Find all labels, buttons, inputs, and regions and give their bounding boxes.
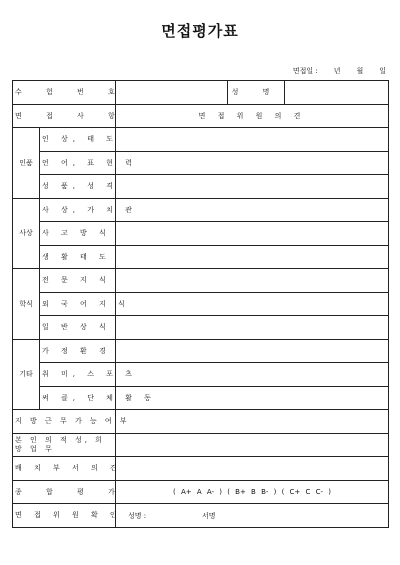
aptitude-label: 본 인 의 적 성, 희 망 업 무 [13, 433, 116, 457]
category-knowledge: 학식 [13, 269, 40, 340]
opinion-field[interactable] [116, 269, 389, 293]
date-day: 일 [379, 67, 386, 75]
item-label: 사 상, 가 치 관 [40, 198, 116, 222]
item-label: 써 클, 단 체 활 동 [40, 386, 116, 410]
table-row [13, 316, 389, 340]
table-row [13, 410, 389, 434]
table-row [13, 433, 389, 457]
opinion-field[interactable] [116, 151, 389, 175]
item-label: 인 상, 태 도 [40, 128, 116, 152]
item-label: 취 미, 스 포 츠 [40, 363, 116, 387]
exam-number-label: 수 험 번 호 [13, 81, 116, 105]
table-row [13, 292, 389, 316]
item-label: 일 반 상 식 [40, 316, 116, 340]
item-label: 전 문 지 식 [40, 269, 116, 293]
evaluation-table [12, 80, 389, 528]
opinion-field[interactable] [116, 410, 389, 434]
item-label: 사 고 방 식 [40, 222, 116, 246]
sign-name-label: 성명 : [128, 512, 147, 520]
item-label: 성 품, 성 격 [40, 175, 116, 199]
table-row [13, 386, 389, 410]
table-row [13, 175, 389, 199]
opinion-field[interactable] [116, 198, 389, 222]
opinion-field[interactable] [116, 128, 389, 152]
overall-evaluation-label: 종 합 평 가 [13, 480, 116, 504]
category-other: 기타 [13, 339, 40, 410]
signature-field[interactable] [116, 504, 389, 528]
opinion-field[interactable] [116, 245, 389, 269]
page-title: 면접평가표 [161, 22, 239, 40]
opinion-field[interactable] [116, 339, 389, 363]
opinion-field[interactable] [116, 457, 389, 481]
date-label: 면접일 : [292, 67, 318, 75]
table-row [13, 151, 389, 175]
item-label: 언 어, 표 현 력 [40, 151, 116, 175]
item-label: 생 활 태 도 [40, 245, 116, 269]
interviewer-opinion-header: 면 접 위 원 의 견 [116, 104, 389, 128]
opinion-field[interactable] [116, 386, 389, 410]
interviewer-confirm-label: 면 접 위 원 확 인 [13, 504, 116, 528]
category-personality: 인품 [13, 128, 40, 199]
opinion-field[interactable] [116, 363, 389, 387]
date-month: 월 [356, 67, 364, 75]
sign-label: 서명 [202, 512, 216, 520]
name-field[interactable] [285, 81, 389, 105]
category-thought: 사상 [13, 198, 40, 269]
table-row [13, 457, 389, 481]
opinion-field[interactable] [116, 316, 389, 340]
item-label: 외 국 어 지 식 [40, 292, 116, 316]
date-year: 년 [333, 67, 341, 75]
grade-options[interactable]: ( A+ A A- ) ( B+ B B- ) ( C+ C C- ) [116, 480, 389, 504]
table-row [13, 504, 389, 528]
table-row [13, 363, 389, 387]
table-row [13, 81, 389, 105]
interview-items-header: 면 접 사 항 [13, 104, 116, 128]
opinion-field[interactable] [116, 222, 389, 246]
table-row [13, 198, 389, 222]
department-label: 배 치 부 서 의 견 [13, 457, 116, 481]
name-label: 성 명 [228, 81, 285, 105]
item-label: 가 정 환 경 [40, 339, 116, 363]
exam-number-field[interactable] [116, 81, 228, 105]
table-row [13, 222, 389, 246]
opinion-field[interactable] [116, 292, 389, 316]
interview-date [293, 66, 386, 76]
opinion-field[interactable] [116, 175, 389, 199]
relocation-label: 지 방 근 무 가 능 여 부 [13, 410, 116, 434]
table-row [13, 269, 389, 293]
table-row [13, 104, 389, 128]
opinion-field[interactable] [116, 433, 389, 457]
table-row [13, 245, 389, 269]
table-row [13, 480, 389, 504]
table-row [13, 128, 389, 152]
table-row [13, 339, 389, 363]
